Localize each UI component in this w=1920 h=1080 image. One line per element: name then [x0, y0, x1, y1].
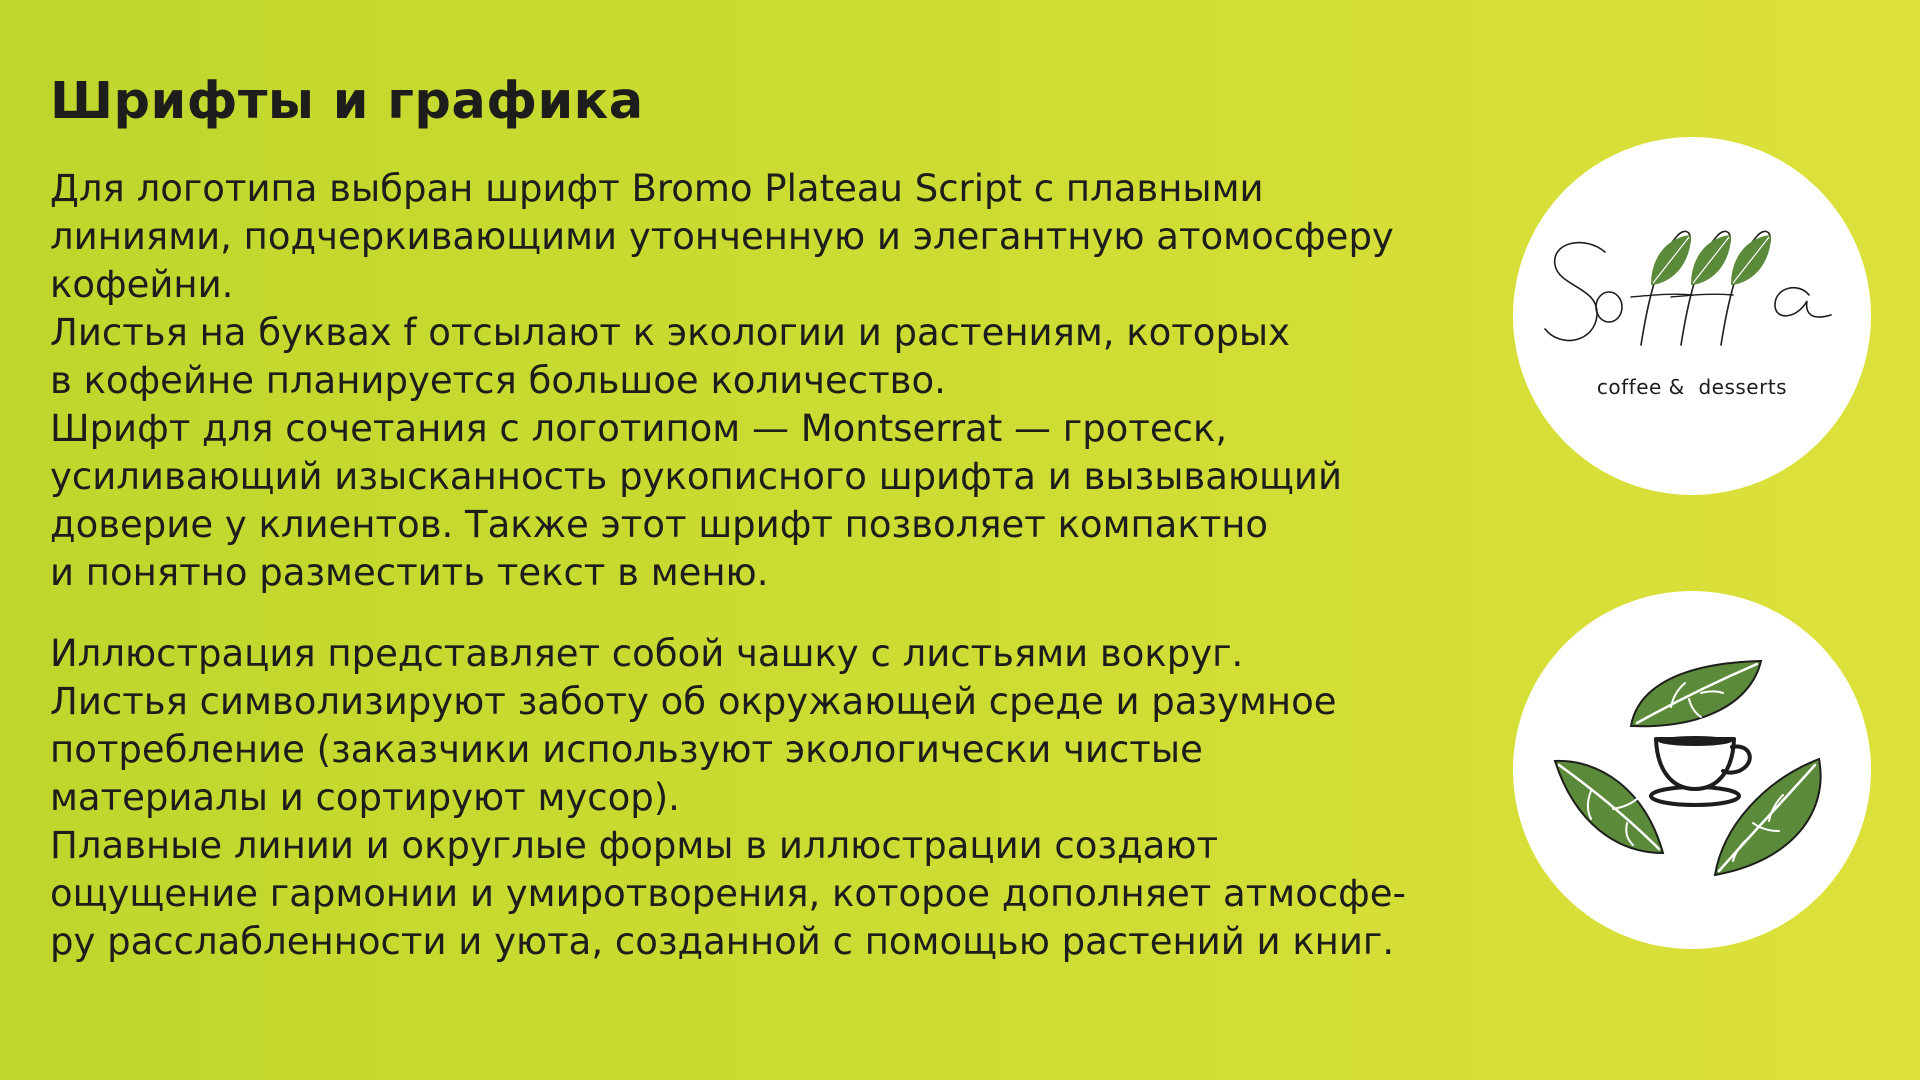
- text-line: Листья на буквах f отсылают к экологии и растениям, которых: [50, 311, 1291, 354]
- text-line: материалы и сортируют мусор).: [50, 776, 680, 819]
- text-line: и понятно разместить текст в меню.: [50, 551, 769, 594]
- cup-icon: [1651, 736, 1750, 805]
- leaf-icon: [1631, 661, 1761, 726]
- text-line: линиями, подчеркивающими утонченную и элегантную атомосферу: [50, 215, 1394, 258]
- text-line: доверие у клиентов. Также этот шрифт позволяет компактно: [50, 503, 1269, 546]
- leaf-icon: [1715, 759, 1821, 875]
- text-line: Листья символизируют заботу об окружающей среде и разумное: [50, 680, 1337, 723]
- illustration-paragraph: [50, 630, 1520, 966]
- text-line: ощущение гармонии и умиротворения, которое дополняет атмосфе-: [50, 872, 1406, 915]
- text-line: усиливающий изысканность рукописного шрифта и вызывающий: [50, 455, 1343, 498]
- text-line: Шрифт для сочетания с логотипом — Montserrat — гротеск,: [50, 407, 1228, 450]
- fonts-paragraph: [50, 165, 1520, 597]
- text-line: ру расслабленности и уюта, созданной с помощью растений и книг.: [50, 920, 1395, 963]
- illustration-circle: [1513, 591, 1871, 949]
- cup-with-leaves-illustration: [1513, 591, 1871, 949]
- text-line: кофейни.: [50, 263, 234, 306]
- text-line: Плавные линии и округлые формы в иллюстрации создают: [50, 824, 1219, 867]
- leaf-icon: [1691, 235, 1731, 285]
- leaf-icon: [1555, 761, 1663, 853]
- leaf-icon: [1651, 235, 1691, 285]
- logo-circle: [1513, 137, 1871, 495]
- soffa-logo: [1513, 137, 1871, 495]
- page-title: Шрифты и графика: [50, 72, 644, 131]
- text-line: Для логотипа выбран шрифт Bromo Plateau Script с плавными: [50, 167, 1264, 210]
- leaf-icon: [1731, 235, 1771, 285]
- logo-tagline: coffee & desserts: [1596, 375, 1788, 399]
- text-line: потребление (заказчики используют экологически чистые: [50, 728, 1203, 771]
- text-line: Иллюстрация представляет собой чашку с листьями вокруг.: [50, 632, 1244, 675]
- text-line: в кофейне планируется большое количество.: [50, 359, 946, 402]
